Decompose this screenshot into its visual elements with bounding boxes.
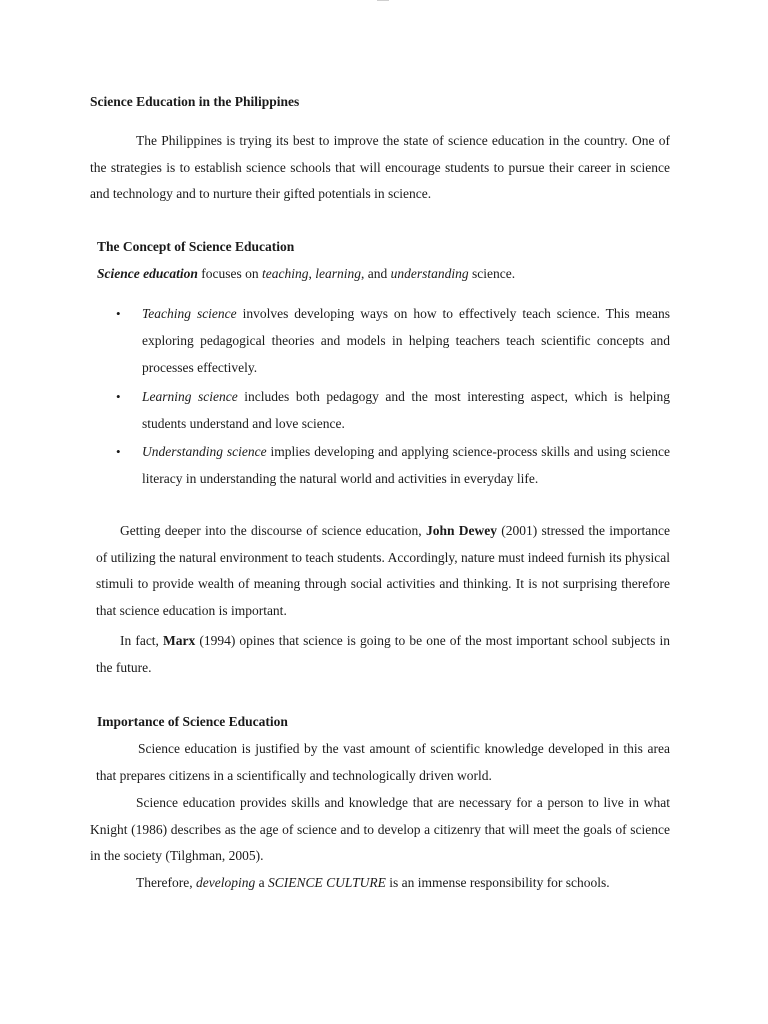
intro-text-1: focuses on	[197, 266, 262, 281]
dewey-after: (2001) stressed the importance of utilizing the natural environment to teach students. Accordingly, nature must indeed furnish its physical stimuli to provide wealth of meaning through social activities and thinking. It is not surprising therefore that science education is important.	[96, 523, 670, 618]
intro-sep-2: , and	[361, 266, 391, 281]
bullet-text: implies developing and applying science-process skills and using science literacy in understanding the natural world and activities in everyday life.	[142, 444, 670, 486]
philippines-paragraph: The Philippines is trying its best to improve the state of science education in the country. One of the strategies is to establish science schools that will encourage students to pursue their career in science and technology and to nurture their gifted potentials in science.	[90, 133, 670, 201]
dewey-name: John Dewey	[425, 523, 497, 538]
bullet-dot-icon: •	[116, 306, 121, 321]
p3-before: Therefore,	[136, 875, 196, 890]
intro-focus-learning: learning	[315, 266, 361, 281]
bullet-dot-icon: •	[116, 444, 121, 459]
dewey-before: Getting deeper into the discourse of science education,	[120, 523, 426, 538]
bullet-item-teaching	[116, 300, 670, 381]
marx-name: Marx	[163, 633, 196, 648]
concept-intro	[97, 261, 515, 288]
intro-focus-understanding: understanding	[390, 266, 469, 281]
marx-before: In fact,	[120, 633, 164, 648]
bullet-term: Learning science	[142, 388, 238, 404]
marx-paragraph	[96, 628, 670, 681]
intro-sep-1: ,	[308, 266, 316, 281]
bullet-text: includes both pedagogy and the most interesting aspect, which is helping students understand and love science.	[142, 388, 670, 431]
p3-after: is an immense responsibility for schools.	[385, 875, 610, 890]
marx-after: (1994) opines that science is going to be one of the most important school subjects in the future.	[96, 633, 671, 675]
intro-term: Science education	[97, 266, 198, 281]
concept-bullet-list	[116, 300, 670, 494]
section-heading-concept: The Concept of Science Education	[97, 239, 295, 254]
bullet-dot-icon: •	[116, 388, 121, 404]
importance-paragraph-1: Science education is justified by the vast amount of scientific knowledge developed in this area that prepares citizens in a scientifically and technologically driven world.	[96, 741, 670, 783]
bullet-term: Teaching science	[142, 306, 237, 321]
importance-paragraph-3	[136, 870, 610, 897]
p3-developing: developing	[195, 875, 256, 890]
bullet-item-understanding	[116, 438, 670, 492]
importance-paragraph-2: Science education provides skills and knowledge that are necessary for a person to live in what Knight (1986) describes as the age of science and to develop a citizenry that will meet the goals of science in the society (Tilghman, 2005).	[90, 795, 670, 863]
intro-focus-teaching: teaching	[262, 266, 309, 281]
p3-science-culture: SCIENCE CULTURE	[267, 875, 386, 890]
page-top-mark	[377, 0, 389, 1]
bullet-term: Understanding science	[142, 444, 267, 459]
section-heading-importance: Importance of Science Education	[97, 714, 288, 729]
section-heading-philippines: Science Education in the Philippines	[90, 94, 300, 109]
p3-mid: a	[255, 875, 268, 890]
intro-text-2: science.	[468, 266, 516, 281]
bullet-text: involves developing ways on how to effectively teach science. This means exploring pedagogical theories and models in helping teachers teach scientific concepts and processes effectively.	[142, 306, 670, 375]
bullet-item-learning	[116, 383, 670, 437]
dewey-paragraph	[96, 518, 670, 624]
